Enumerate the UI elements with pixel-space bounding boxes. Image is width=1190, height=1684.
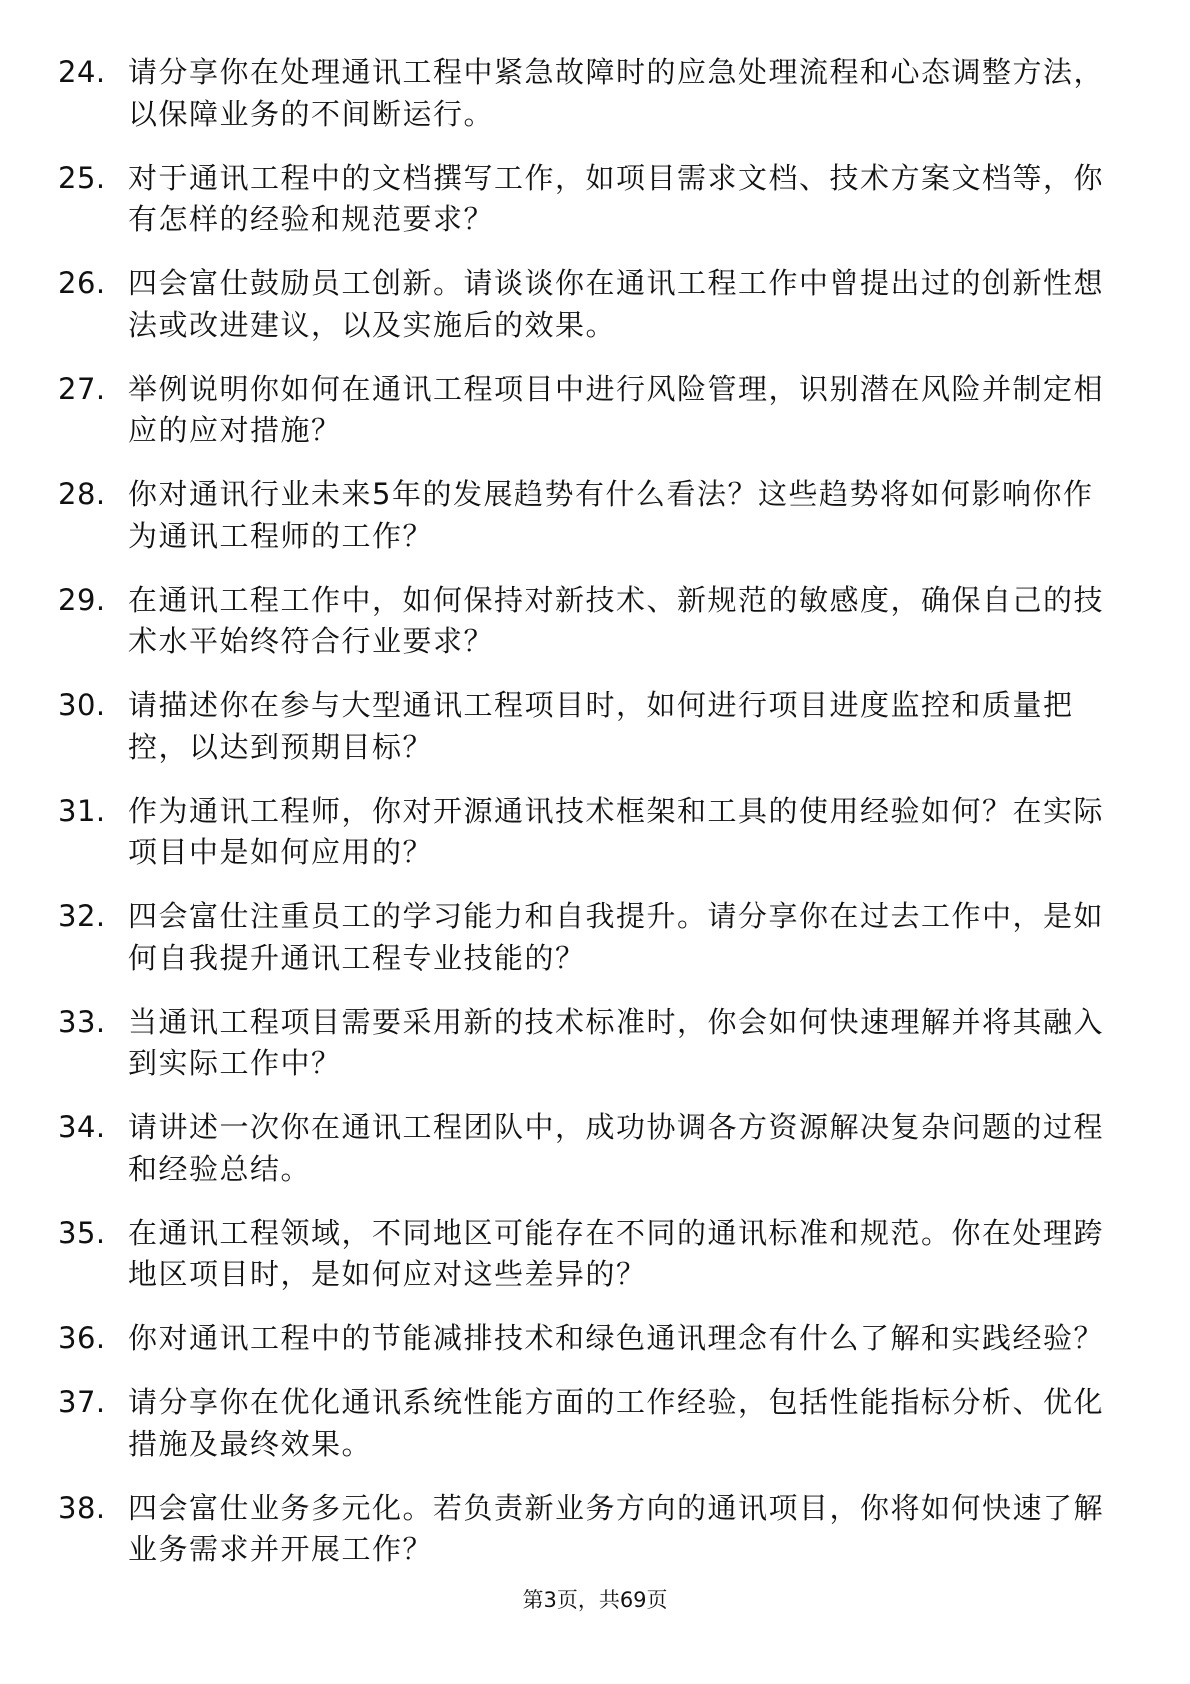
question-list	[58, 52, 1118, 1593]
question-number: 33.	[58, 1004, 106, 1039]
list-item	[58, 791, 1118, 874]
question-number: 31.	[58, 793, 106, 828]
question-text: 你对通讯工程中的节能减排技术和绿色通讯理念有什么了解和实践经验？	[128, 1321, 1105, 1355]
question-text: 请分享你在处理通讯工程中紧急故障时的应急处理流程和心态调整方法，以保障业务的不间断运行。	[128, 55, 1105, 131]
question-text: 对于通讯工程中的文档撰写工作，如项目需求文档、技术方案文档等，你有怎样的经验和规范要求？	[128, 160, 1105, 236]
question-text: 四会富仕业务多元化。若负责新业务方向的通讯项目，你将如何快速了解业务需求并开展工作？	[128, 1490, 1105, 1566]
list-item	[58, 1488, 1118, 1571]
list-item	[58, 52, 1118, 135]
question-text: 当通讯工程项目需要采用新的技术标准时，你会如何快速理解并将其融入到实际工作中？	[128, 1004, 1105, 1080]
question-number: 35.	[58, 1215, 106, 1250]
question-number: 27.	[58, 371, 106, 406]
question-number: 37.	[58, 1385, 106, 1419]
question-text: 请分享你在优化通讯系统性能方面的工作经验，包括性能指标分析、优化措施及最终效果。	[128, 1385, 1105, 1461]
question-number: 38.	[58, 1490, 106, 1525]
list-item	[58, 1002, 1118, 1085]
question-text: 作为通讯工程师，你对开源通讯技术框架和工具的使用经验如何？在实际项目中是如何应用的？	[128, 793, 1105, 869]
question-number: 36.	[58, 1321, 106, 1355]
list-item	[58, 896, 1118, 979]
question-text: 在通讯工程领域，不同地区可能存在不同的通讯标准和规范。你在处理跨地区项目时，是如何应对这些差异的？	[128, 1215, 1105, 1291]
list-item	[58, 369, 1118, 452]
question-number: 34.	[58, 1110, 106, 1144]
list-item	[58, 263, 1118, 346]
list-item	[58, 1107, 1118, 1190]
list-item	[58, 158, 1118, 241]
question-number: 25.	[58, 160, 106, 195]
question-number: 24.	[58, 55, 106, 89]
question-text: 请讲述一次你在通讯工程团队中，成功协调各方资源解决复杂问题的过程和经验总结。	[128, 1110, 1105, 1186]
question-number: 30.	[58, 688, 106, 722]
question-text: 请描述你在参与大型通讯工程项目时，如何进行项目进度监控和质量把控，以达到预期目标？	[128, 688, 1074, 764]
list-item	[58, 1318, 1118, 1360]
question-number: 29.	[58, 582, 106, 617]
question-number: 32.	[58, 899, 106, 933]
question-text: 在通讯工程工作中，如何保持对新技术、新规范的敏感度，确保自己的技术水平始终符合行业要求？	[128, 582, 1105, 658]
page-number-footer: 第3页，共69页	[522, 1588, 668, 1612]
question-number: 26.	[58, 266, 106, 300]
question-number: 28.	[58, 477, 106, 511]
list-item	[58, 685, 1118, 768]
question-text: 你对通讯行业未来5年的发展趋势有什么看法？这些趋势将如何影响你作为通讯工程师的工作？	[128, 477, 1094, 553]
list-item	[58, 474, 1118, 557]
list-item	[58, 580, 1118, 663]
list-item	[58, 1382, 1118, 1465]
question-text: 四会富仕注重员工的学习能力和自我提升。请分享你在过去工作中，是如何自我提升通讯工程专业技能的？	[128, 899, 1105, 975]
question-text: 举例说明你如何在通讯工程项目中进行风险管理，识别潜在风险并制定相应的应对措施？	[128, 371, 1105, 447]
question-text: 四会富仕鼓励员工创新。请谈谈你在通讯工程工作中曾提出过的创新性想法或改进建议，以及实施后的效果。	[128, 266, 1105, 342]
list-item	[58, 1213, 1118, 1296]
